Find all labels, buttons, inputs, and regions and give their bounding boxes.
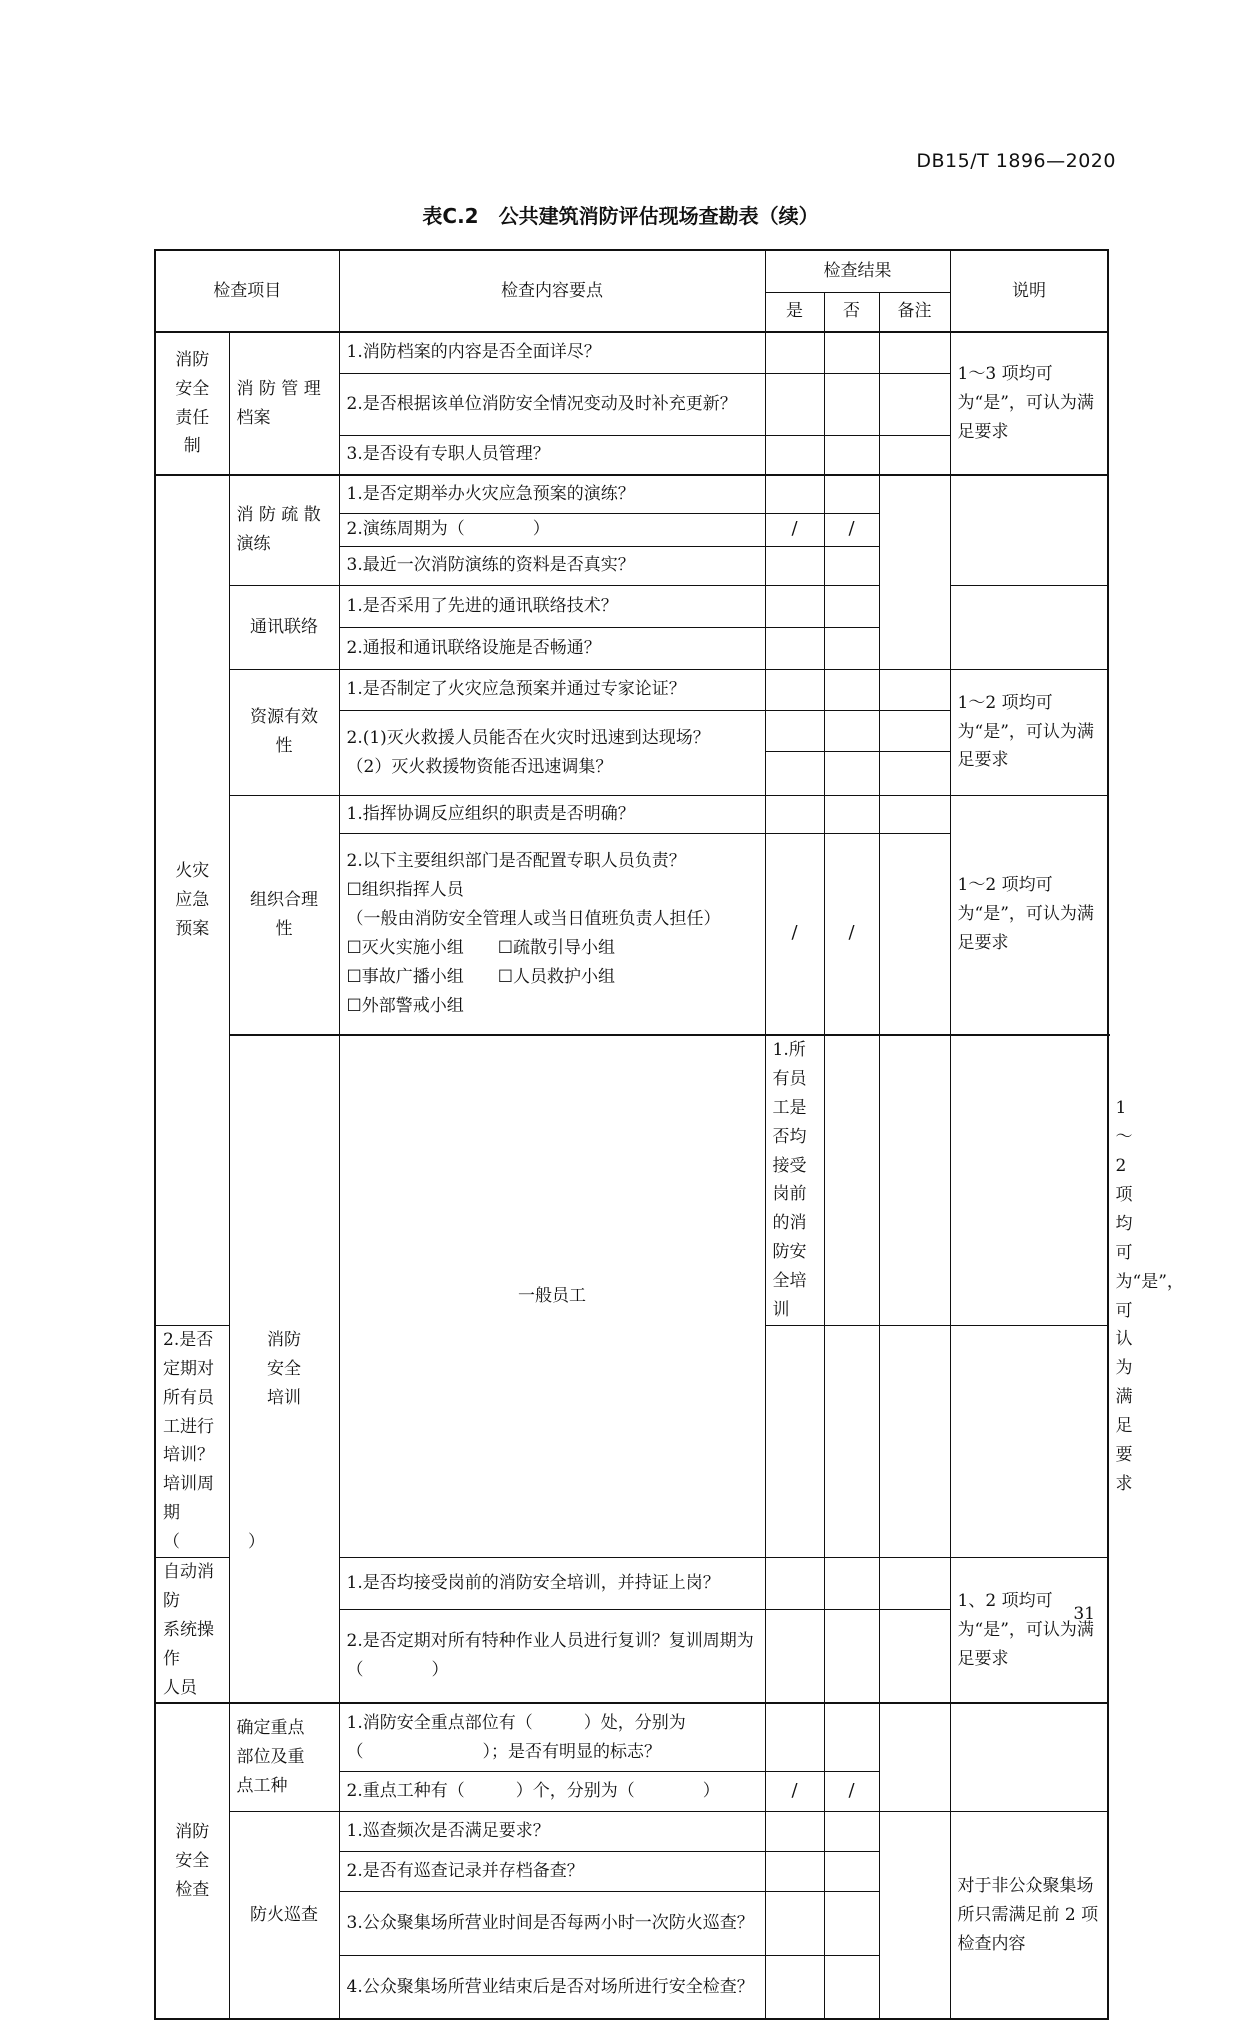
content-cell: 2.是否根据该单位消防安全情况变动及时补充更新？ [339, 373, 765, 435]
category-cell: 消防 安全 检查 [155, 1703, 229, 2019]
yes-cell [765, 435, 824, 475]
header-result: 检查结果 [765, 250, 950, 292]
subitem-cell: 防火巡查 [229, 1811, 339, 2019]
remark-cell [879, 1703, 950, 1811]
yes-cell [765, 751, 824, 795]
remark-cell [879, 435, 950, 475]
subitem-cell: 确定重点 部位及重 点工种 [229, 1703, 339, 1811]
content-cell: 2.演练周期为（ ） [339, 513, 765, 546]
no-cell-slash: / [824, 513, 879, 546]
inspection-table [154, 249, 1184, 2020]
content-cell: 2.是否有巡查记录并存档备查？ [339, 1851, 765, 1891]
header-content: 检查内容要点 [339, 250, 765, 332]
yes-cell [765, 669, 824, 710]
table-row [155, 795, 1108, 833]
table-row [155, 585, 1108, 627]
yes-cell [765, 1558, 824, 1610]
remark-cell [879, 833, 950, 1035]
no-cell [824, 710, 879, 751]
no-cell [824, 1811, 879, 1851]
note-cell: 1、2 项均可为“是”，可认为满足要求 [950, 1558, 1108, 1704]
subitem-cell: 消 防 疏 散 演练 [229, 475, 339, 585]
no-cell [824, 1325, 879, 1557]
no-cell-slash: / [824, 1771, 879, 1811]
no-cell [824, 1610, 879, 1704]
remark-cell [879, 373, 950, 435]
header-row [155, 250, 1108, 292]
content-cell: 2.(1)灭火救援人员能否在火灾时迅速到达现场？ （2）灭火救援物资能否迅速调集？ [339, 710, 765, 795]
note-cell [950, 585, 1108, 669]
table-row: 消防 安全 培训 一般员工 1.所有员工是否均接受岗前的消防安全培训 1～2 项均可为“是”，可认为满足要求 [155, 1035, 1108, 1325]
content-cell: 3.公众聚集场所营业时间是否每两小时一次防火巡查？ [339, 1891, 765, 1955]
header-yes: 是 [765, 292, 824, 332]
no-cell [824, 332, 879, 373]
content-cell: 1.消防档案的内容是否全面详尽？ [339, 332, 765, 373]
yes-cell [765, 1811, 824, 1851]
table-row [155, 1703, 1108, 1771]
category-cell: 消防 安全 责任 制 [155, 332, 229, 475]
no-cell [824, 627, 879, 669]
yes-cell-slash: / [765, 1771, 824, 1811]
page-number: 31 [1073, 1604, 1095, 1624]
yes-cell [765, 1325, 824, 1557]
header-item: 检查项目 [155, 250, 339, 332]
yes-cell [765, 1955, 824, 2019]
table-row [155, 332, 1108, 373]
no-cell [824, 475, 879, 513]
yes-cell [765, 475, 824, 513]
remark-cell [879, 332, 950, 373]
yes-cell [765, 627, 824, 669]
yes-cell [765, 585, 824, 627]
note-cell [950, 1703, 1108, 1811]
remark-cell [879, 1811, 950, 2019]
no-cell [824, 1558, 879, 1610]
header-no: 否 [824, 292, 879, 332]
subitem-cell: 一般员工 [339, 1035, 765, 1558]
remark-cell [879, 1610, 950, 1704]
yes-cell-slash: / [765, 513, 824, 546]
note-cell [950, 475, 1108, 585]
content-cell: 1.是否采用了先进的通讯联络技术？ [339, 585, 765, 627]
content-cell: 2.是否定期对所有员工进行培训？培训周期 （ ） [155, 1325, 229, 1557]
content-cell: 4.公众聚集场所营业结束后是否对场所进行安全检查？ [339, 1955, 765, 2019]
content-cell: 1.所有员工是否均接受岗前的消防安全培训 [765, 1035, 824, 1325]
subitem-cell: 消 防 管 理 档案 [229, 332, 339, 475]
yes-cell [765, 546, 824, 585]
table-row [155, 1811, 1108, 1851]
subitem-cell: 组织合理 性 [229, 795, 339, 1035]
content-cell: 1.巡查频次是否满足要求？ [339, 1811, 765, 1851]
content-cell: 1.是否均接受岗前的消防安全培训，并持证上岗？ [339, 1558, 765, 1610]
document-code: DB15/T 1896—2020 [916, 150, 1116, 172]
remark-cell [879, 710, 950, 751]
remark-cell [879, 669, 950, 710]
content-cell: 1.是否制定了火灾应急预案并通过专家论证？ [339, 669, 765, 710]
content-cell: 1.指挥协调反应组织的职责是否明确？ [339, 795, 765, 833]
header-note: 说明 [950, 250, 1108, 332]
remark-cell [879, 1325, 950, 1557]
yes-cell [765, 1851, 824, 1891]
no-cell [879, 1035, 950, 1325]
no-cell [824, 669, 879, 710]
remark-cell [879, 1558, 950, 1610]
no-cell [824, 546, 879, 585]
remark-cell [950, 1035, 1108, 1325]
remark-cell [879, 751, 950, 795]
yes-cell [824, 1035, 879, 1325]
yes-cell [765, 332, 824, 373]
no-cell-slash: / [824, 833, 879, 1035]
no-cell [824, 1891, 879, 1955]
header-remark: 备注 [879, 292, 950, 332]
content-cell: 2.是否定期对所有特种作业人员进行复训？复训周期为（ ） [339, 1610, 765, 1704]
note-cell: 对于非公众聚集场所只需满足前 2 项检查内容 [950, 1811, 1108, 2019]
note-cell: 1～3 项均可为“是”，可认为满足要求 [950, 332, 1108, 475]
no-cell [824, 795, 879, 833]
content-cell: 3.最近一次消防演练的资料是否真实？ [339, 546, 765, 585]
yes-cell [765, 1610, 824, 1704]
no-cell [824, 435, 879, 475]
content-cell: 1.是否定期举办火灾应急预案的演练？ [339, 475, 765, 513]
subitem-cell: 自动消防 系统操作 人员 [155, 1558, 229, 1704]
no-cell [824, 751, 879, 795]
table-row [155, 475, 1108, 513]
table-row [155, 669, 1108, 710]
category-cell: 火灾 应急 预案 [155, 475, 229, 1325]
no-cell [824, 585, 879, 627]
note-cell: 1～2 项均可为“是”，可认为满足要求 [950, 669, 1108, 795]
content-cell: 1.消防安全重点部位有（ ）处，分别为 （ ）；是否有明显的标志？ [339, 1703, 765, 1771]
content-cell: 2.通报和通讯联络设施是否畅通？ [339, 627, 765, 669]
subitem-cell: 资源有效 性 [229, 669, 339, 795]
no-cell [824, 373, 879, 435]
yes-cell [765, 1703, 824, 1771]
subitem-cell: 通讯联络 [229, 585, 339, 669]
no-cell [824, 1955, 879, 2019]
yes-cell [765, 795, 824, 833]
yes-cell [765, 373, 824, 435]
table-title: 表C.2 公共建筑消防评估现场查勘表（续） [422, 204, 819, 228]
content-cell: 3.是否设有专职人员管理？ [339, 435, 765, 475]
yes-cell [765, 710, 824, 751]
no-cell [824, 1703, 879, 1771]
yes-cell [765, 1891, 824, 1955]
content-cell: 2.重点工种有（ ）个，分别为（ ） [339, 1771, 765, 1811]
category-cell: 消防 安全 培训 [229, 1035, 339, 1703]
content-cell: 2.以下主要组织部门是否配置专职人员负责？ ☐组织指挥人员 （一般由消防安全管理人或当日值班负责人担任） ☐灭火实施小组 ☐疏散引导小组 ☐事故广播小组 ☐人员救护小组 ☐外部警戒小组 [339, 833, 765, 1035]
note-cell: 1～2 项均可为“是”，可认为满足要求 [950, 795, 1108, 1035]
remark-cell [879, 795, 950, 833]
yes-cell-slash: / [765, 833, 824, 1035]
no-cell [824, 1851, 879, 1891]
remark-cell [879, 475, 950, 669]
